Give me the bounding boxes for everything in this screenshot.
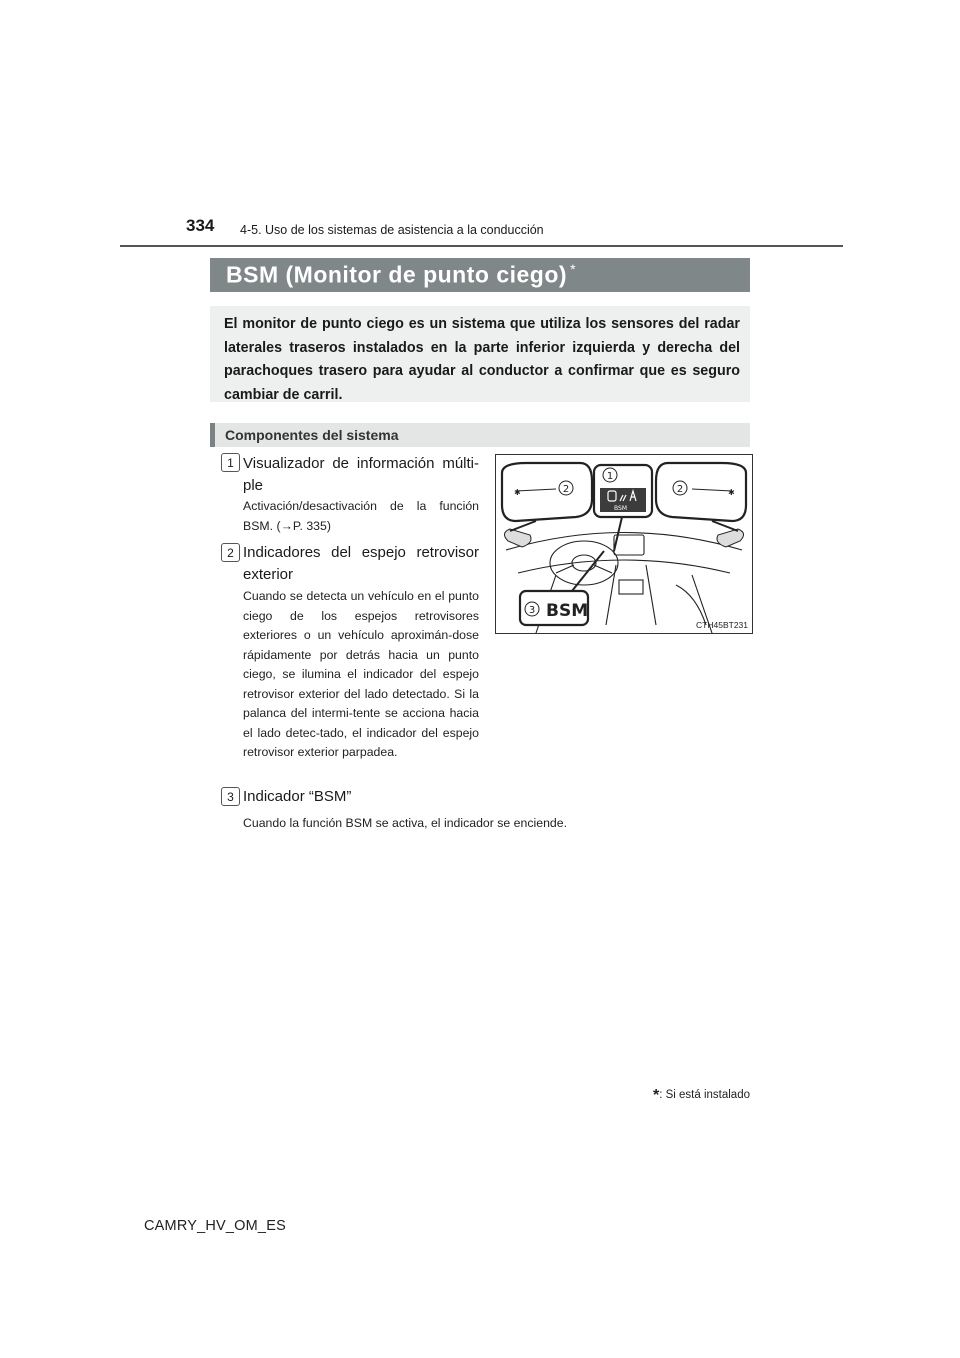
item-2-title: Indicadores del espejo retrovisor exterior	[243, 544, 479, 583]
item-2-desc: Cuando se detecta un vehículo en el punto ciego de los espejos retrovisores exteriores o un vehículo aproximán-dose rápidamente por detrás hacia un punto ciego, se ilumina el indicador del espejo retrovisor exterior del lado detectado. Si la palanca del intermi-tente se acciona hacia el lado detec-tado, el indicador del espejo retrovisor exterior parpadea.	[243, 589, 479, 759]
page-title	[226, 261, 576, 289]
bsm-diagram	[495, 454, 753, 634]
dashboard-illustration	[496, 455, 752, 633]
subsection-title: Componentes del sistema	[225, 427, 399, 443]
bsm-indicator-label: BSM	[546, 601, 589, 621]
svg-text:✱: ✱	[514, 488, 521, 497]
header-rule	[120, 245, 843, 247]
item-1-desc: Activación/desactivación de la función BSM. (→P. 335)	[243, 499, 479, 533]
document-code: CAMRY_HV_OM_ES	[144, 1218, 286, 1234]
footnote-text: : Si está instalado	[659, 1089, 750, 1101]
left-mirror-icon	[504, 529, 531, 547]
item-number-2: 2	[221, 543, 240, 562]
footnote	[653, 1087, 750, 1105]
display-bsm-label: BSM	[614, 505, 627, 512]
page-number: 334	[186, 216, 215, 235]
figure-code: CTH45BT231	[696, 620, 748, 630]
callout-number-1: 1	[606, 471, 614, 482]
item-3-title: Indicador “BSM”	[243, 788, 352, 805]
page-title-text: BSM (Monitor de punto ciego)	[226, 261, 568, 288]
title-asterisk: *	[570, 261, 577, 277]
item-number-1: 1	[221, 453, 240, 472]
section-title: 4-5. Uso de los sistemas de asistencia a la conducción	[240, 223, 544, 237]
callout-number-2a: 2	[562, 484, 570, 495]
item-number-3: 3	[221, 787, 240, 806]
callout-number-2b: 2	[676, 484, 684, 495]
item-1-title: Visualizador de información múlti-ple	[243, 455, 479, 494]
right-mirror-icon	[717, 529, 744, 547]
intro-text: El monitor de punto ciego es un sistema que utiliza los sensores del radar laterales traseros instalados en la parte inferior izquierda y derecha del parachoques trasero para ayudar al conductor a confirmar que es seguro cambiar de carril.	[224, 316, 740, 403]
footnote-asterisk: *	[652, 1087, 660, 1104]
item-3-desc: Cuando la función BSM se activa, el indicador se enciende.	[243, 816, 568, 830]
subsection-marker	[210, 423, 215, 447]
callout-number-3: 3	[528, 605, 536, 616]
svg-text:✱: ✱	[728, 488, 735, 497]
